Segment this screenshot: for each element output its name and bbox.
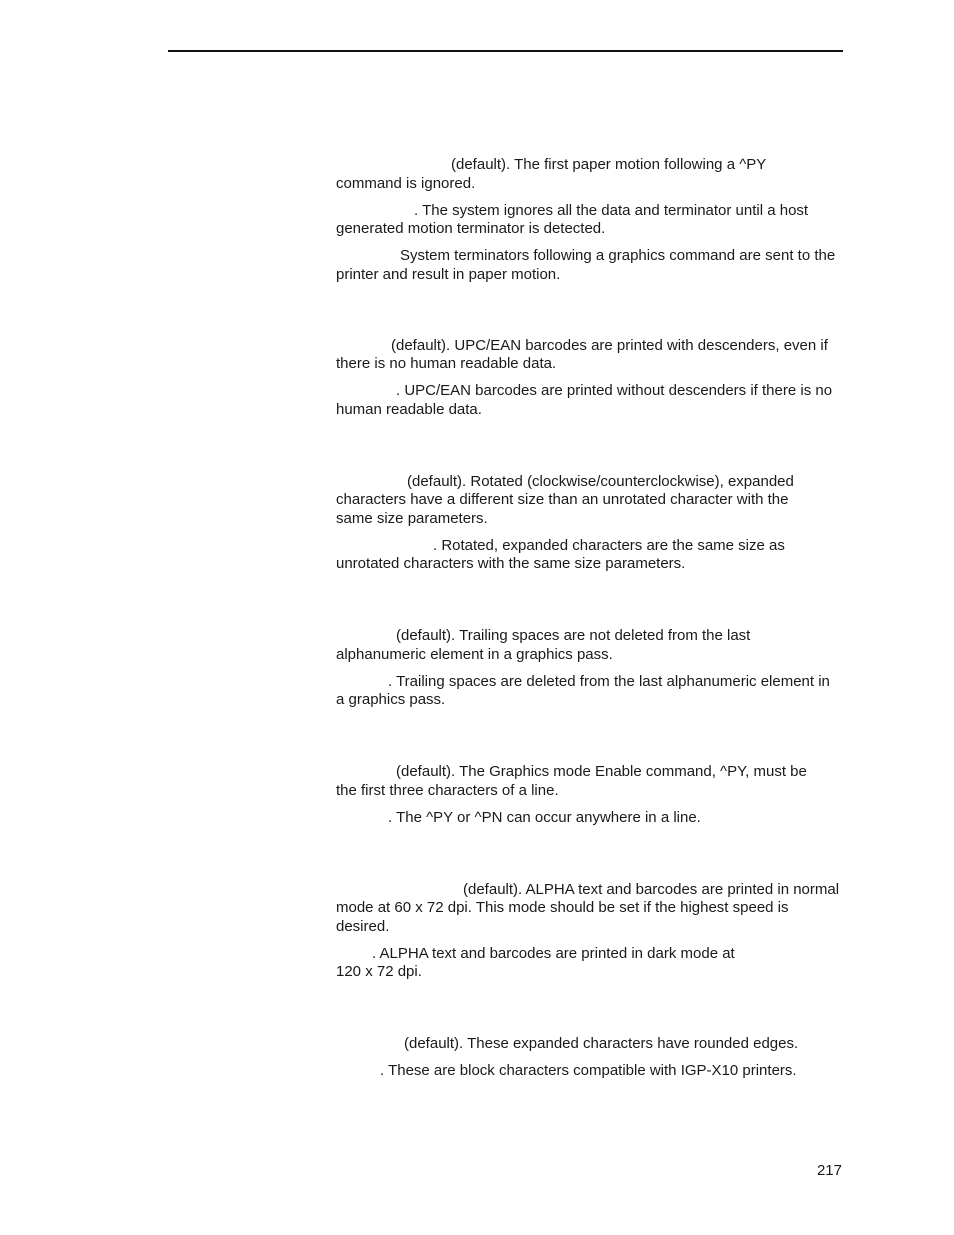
section-print-mode xyxy=(336,881,842,982)
paragraph: (default). Trailing spaces are not deleted from the last alphanumeric element in a graphics pass. xyxy=(336,627,751,663)
paragraph: (default). UPC/EAN barcodes are printed with descenders, even if there is no human readable data. xyxy=(336,336,828,372)
paragraph: . ALPHA text and barcodes are printed in dark mode at 120 x 72 dpi. xyxy=(336,944,735,980)
paragraph: . These are block characters compatible with IGP-X10 printers. xyxy=(380,1062,797,1079)
section-character-edges xyxy=(336,1035,842,1081)
paragraph: (default). Rotated (clockwise/counterclockwise), expanded characters have a different size than an unrotated character with the same size parameters. xyxy=(336,472,794,527)
section-upc-descenders xyxy=(336,337,842,420)
document-body xyxy=(336,156,842,1089)
paragraph: . Rotated, expanded characters are the same size as unrotated characters with the same size parameters. xyxy=(336,536,785,572)
paragraph: . The system ignores all the data and terminator until a host generated motion terminator is detected. xyxy=(336,201,809,237)
paragraph: System terminators following a graphics command are sent to the printer and result in paper motion. xyxy=(336,247,836,283)
paragraph: . Trailing spaces are deleted from the last alphanumeric element in a graphics pass. xyxy=(336,672,830,708)
paragraph: (default). The first paper motion following a ^PY command is ignored. xyxy=(336,156,766,192)
paragraph: . UPC/EAN barcodes are printed without descenders if there is no human readable data. xyxy=(336,382,833,418)
section-graphics-enable xyxy=(336,763,842,827)
paragraph: . The ^PY or ^PN can occur anywhere in a line. xyxy=(388,808,701,826)
page-number: 217 xyxy=(816,1162,842,1179)
paragraph: (default). The Graphics mode Enable command, ^PY, must be the first three characters of a line. xyxy=(336,763,807,799)
paragraph: (default). These expanded characters have rounded edges. xyxy=(404,1035,799,1052)
paragraph: (default). ALPHA text and barcodes are printed in normal mode at 60 x 72 dpi. This mode should be set if the highest speed is desired. xyxy=(336,880,840,935)
section-trailing-spaces xyxy=(336,627,842,710)
section-paper-motion xyxy=(336,156,842,284)
section-rotated-expanded xyxy=(336,473,842,574)
header-rule xyxy=(168,50,843,52)
